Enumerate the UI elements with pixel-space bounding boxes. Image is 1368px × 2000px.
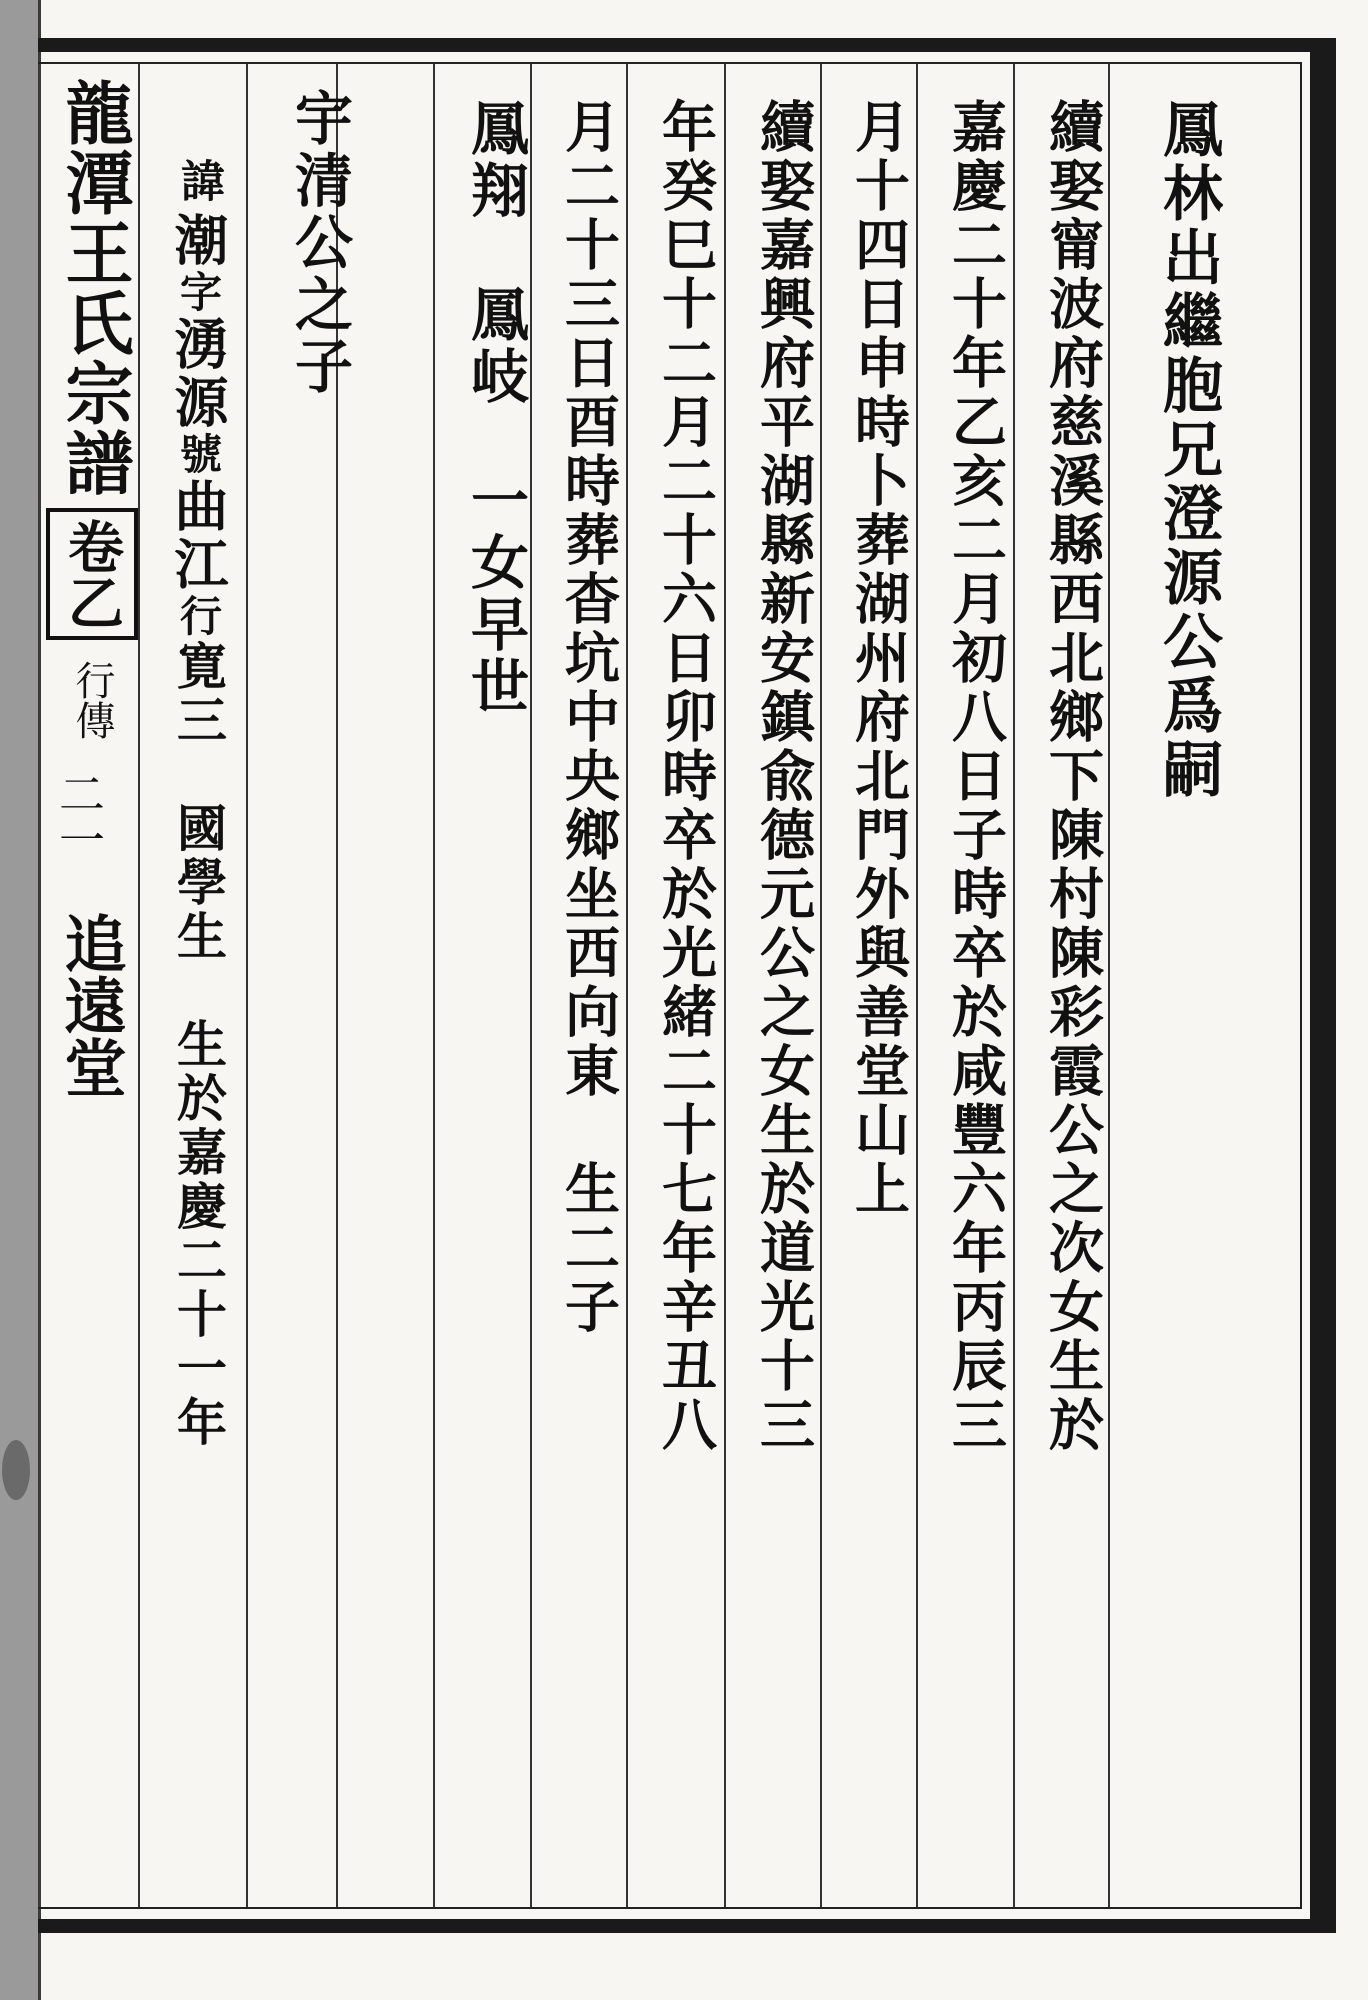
column-rule xyxy=(1108,64,1110,1907)
binding-hole xyxy=(2,1440,30,1500)
book-spine-edge xyxy=(0,0,41,2000)
column-text: 年癸巳十二月二十六日卯時卒於光緒二十七年辛丑八 xyxy=(653,98,718,1455)
column-text: 續娶嘉興府平湖縣新安鎮兪德元公之女生於道光十三 xyxy=(751,98,816,1455)
column-text: 鳳翔 鳳岐 一女早世 xyxy=(461,98,529,718)
column-rule xyxy=(820,64,822,1907)
volume-label: 卷乙 xyxy=(46,508,138,640)
column-rule xyxy=(530,64,532,1907)
text-column xyxy=(1153,98,1223,1893)
text-column xyxy=(943,98,1008,1893)
column-rule xyxy=(724,64,726,1907)
column-text: 湧源 xyxy=(166,316,230,432)
section-label: 行傳 xyxy=(69,660,115,740)
column-rule xyxy=(246,64,248,1907)
text-column xyxy=(556,98,621,1893)
column-text-small: 字 xyxy=(174,270,223,316)
column-text: 續娶甯波府慈溪縣西北鄉下陳村陳彩霞公之次女生於 xyxy=(1040,98,1105,1455)
text-column xyxy=(168,158,228,1893)
column-text: 月二十三日酉時葬杳坑中央鄉坐西向東 生二子 xyxy=(556,98,621,1337)
column-text: 鳳林出繼胞兄澄源公爲嗣 xyxy=(1153,98,1223,802)
column-text-small: 行 xyxy=(174,594,223,640)
text-column xyxy=(653,98,718,1893)
text-column xyxy=(846,98,911,1893)
hall-name: 追遠堂 xyxy=(54,912,127,1098)
column-text: 月十四日申時卜葬湖州府北門外與善堂山上 xyxy=(846,98,911,1219)
text-column xyxy=(1040,98,1105,1893)
page-margin-label xyxy=(46,78,134,1913)
text-column xyxy=(285,88,353,1893)
column-rule xyxy=(916,64,918,1907)
column-text: 曲江 xyxy=(166,478,230,594)
column-rule xyxy=(1013,64,1015,1907)
column-text-small: 諱 xyxy=(173,158,224,204)
column-text: 潮 xyxy=(166,212,230,270)
page-frame xyxy=(38,38,1336,1933)
column-text: 嘉慶二十年乙亥二月初八日子時卒於咸豐六年丙辰三 xyxy=(943,98,1008,1455)
column-rule xyxy=(626,64,628,1907)
text-column xyxy=(751,98,816,1893)
book-title: 龍潭王氏宗譜 xyxy=(54,78,134,498)
column-text: 宇清公之子 xyxy=(285,88,353,398)
column-text: 寛三 國學生 生於嘉慶二十一年 xyxy=(169,640,228,1450)
page-number: 二一 xyxy=(52,770,106,862)
column-rule xyxy=(433,64,435,1907)
text-column xyxy=(461,98,529,1893)
column-text-small: 號 xyxy=(174,432,223,478)
